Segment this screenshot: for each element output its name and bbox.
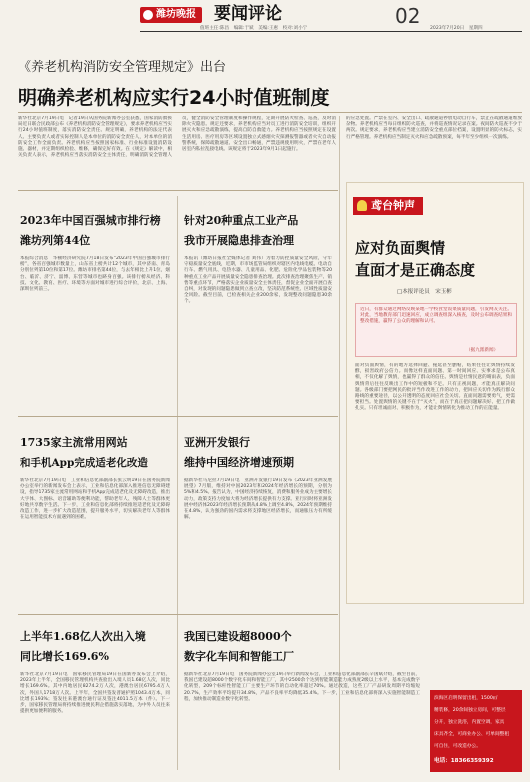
article3-title-line2: 和手机App完成适老化改造 <box>20 457 148 469</box>
lead-rule <box>18 112 522 113</box>
opinion-intro: 近日，有群众通过网络反映某地一学校食堂饭菜质量问题，引发网友关注。对此，当地教育部门迅速回应，成立调查组深入核查，及时公布调查结果和整改措施，赢得了公众的理解和认可。 <box>360 307 512 325</box>
article4-body: 据新华社马尼拉7月19日电 亚洲开发银行19日发布《2023年亚洲发展展望》7月版，维持对中国2023年和2024年经济增长的预期，分别为5%和4.5%。报告认为，中国经济持续恢复，消费和服务业成为主要增长动力，政策支持力度加大将为经济增长提供有力支撑。亚行同时将亚洲发展中经济体2023年经济增长预期从4.8%上调至4.8%，2024年预期维持在4.8%，认为强劲的国内需求将支撑地区经济增长，而通胀压力有所缓解。 <box>184 478 332 521</box>
masthead <box>0 0 530 30</box>
article4-title-line1: 亚洲开发银行 <box>184 436 250 449</box>
opinion-title-line1: 应对负面舆情 <box>355 239 446 257</box>
article5-title-line1: 上半年1.68亿人次出入境 <box>20 630 146 643</box>
ad-line5: 可自住，可改造办公。 <box>434 744 481 749</box>
ad-line2: 精装修，20余间独立房间，可整层 <box>434 708 506 713</box>
editor-credits: 值班主任:陈昌 编辑:于斌 美编:王惠 校对:刘小宁 <box>200 26 308 31</box>
row-rule-1 <box>18 190 338 191</box>
article5-body: 新华社北京7月19日电 国家移民管理局19日在国新办发布会上介绍，2023年上半年，全国移民管理机构共查验出入境人员1.68亿人次，同比增长169.6%。其中内地居民8274.2万人次，港澳台居民6795.4万人次，外国人1718万人次。上半年，全国共签发普通护照1043.4万本，同比增长193%；签发往来港澳台通行证及签注4011.5万本（件）。下一步，国家移民管理局将持续推进便民利企措施落实落地，为中外人员往来提供更加便利的服务。 <box>20 672 170 715</box>
bell-icon <box>357 200 367 211</box>
article2-body: 本报讯（潍坊日报社全媒体记者 刘伟）为着力防控质量安全风险，守牢守稳质量安全底线，近期，市市场监管局组织对辖区内电线电缆、电动自行车、燃气用具、电热水器、儿童用品、化肥、危险化学品包装物等20种重点工业产品开展质量安全隐患排查治理。此次排查治理聚焦生产、销售等重点环节，严格落实企业质量安全主体责任，督促企业全面开展自查自纠，对发现的问题隐患做到立查立改，坚决防范系统性、区域性质量安全风险。截至目前，已检查相关企业200余家，发现整改问题隐患30余个。 <box>184 256 332 305</box>
article6-title-line2: 数字化车间和智能工厂 <box>184 650 294 663</box>
column-name: 鸢台钟声 <box>371 199 415 212</box>
logo-text: 潍坊晚报 <box>156 9 196 20</box>
column-divider-left <box>177 196 178 770</box>
article3-title-line1: 1735家主流常用网站 <box>20 436 128 449</box>
lead-kicker: 《养老机构消防安全管理规定》出台 <box>18 60 227 75</box>
article6-body: 据新华社北京7月19日电 国务院新闻办公室19日举行新闻发布会，工业和信息化部副部长辛国斌介绍，截至目前，我国已建设超8000个数字化车间和智能工厂，其中2500余个达到智能制造能力成熟度2级以上水平，基本完成数字化转型，209个标杆性智能工厂主要生产环节的自动化率超过70%。通过改造，这些工厂产品研发周期平均缩短20.7%，生产效率平均提升34.8%，产品不良率平均降低35.4%。下一步，工业和信息化部将深入实施智能制造工程，加快推动制造业数字化转型。 <box>184 672 420 702</box>
column-flag <box>353 197 423 215</box>
opinion-intro-box <box>355 303 517 357</box>
opinion-box <box>346 182 524 604</box>
article1-title-line2: 潍坊列第44位 <box>20 234 91 247</box>
ad-box <box>430 690 522 772</box>
article2-title-line2: 我市开展隐患排查治理 <box>184 234 294 247</box>
lead-body-continued: 的应急处置。严禁在室内、安全出口、疏散通道停放电动自行车，禁止在疏散通道堆放杂物。养老机构应当每日组织防火巡查，并将巡查情况记录在案。夜间防火巡查不少于两次。规定要求，养老机构应当建立消防安全重点部位档案，设置明显的防火标志，实行严格管理。养老机构应当制定灭火和应急疏散预案，每半年至少组织一次演练。 <box>346 116 522 140</box>
row-rule-3 <box>18 614 338 615</box>
logo-icon <box>143 10 153 20</box>
article1-title-line1: 2023年中国百强城市排行榜 <box>20 214 161 227</box>
opinion-byline: □本报评论员 宋玉彬 <box>397 289 452 295</box>
article4-title-line2: 维持中国经济增速预期 <box>184 456 294 469</box>
article2-title-line1: 针对20种重点工业产品 <box>184 214 299 227</box>
lead-headline: 明确养老机构应实行24小时值班制度 <box>18 87 330 109</box>
ad-line4: 床具齐全，可商业办公、可单间整租 <box>434 732 510 737</box>
ad-line3: 分开，独立洗浴，内置空调，家具 <box>434 720 505 725</box>
lead-body: 新华社北京7月19日电 记者19日从国务院新闻办公室获悉，国家消防救援局近日联合民政部公布《养老机构消防安全管理规定》，要求养老机构应当实行24小时值班制度，落实消防安全责任。规定明确，养老机构的法定代表人、主要负责人或者实际控制人是本单位的消防安全责任人，对本单位的消防安全工作全面负责。养老机构应当按照国家标准、行业标准设置消防设施、器材，并定期组织检验、维修，确保完好有效。在《规定》解读中，相关负责人表示，养老机构应当落实消防安全主体责任，明确消防安全管理人员，健全消防安全管理制度和操作规程，定期开展防火检查、巡查，及时消除火灾隐患。规定还要求，养老机构应当对员工进行消防安全培训，组织开展灭火和应急疏散演练，提高自防自救能力。养老机构应当按照规定在设置生活用房、医疗用房等区域设置独立式感烟火灾探测报警器或者火灾自动报警系统，保障疏散通道、安全出口畅通，严禁违规使用明火，严禁在老年人居室内私拉乱接电线。该规定将于2023年9月1日起施行。 <box>18 116 336 159</box>
masthead-logo-block <box>140 7 202 23</box>
article1-body: 本报综合消息 华顿经济研究院7月18日发布“2023年中国百强城市排行榜”，各省百强城市数量上，山东省上榜共计12个城市，其中济南、青岛分别位列第10位和第17位。潍坊市排名第44位，与去年相比上升1位，烟台、临沂、济宁、淄博、东营等城市也跻身百强。该排行榜从经济、科技、文化、教育、医疗、环境等方面对城市进行综合评价，北京、上海、深圳位列前三。 <box>20 256 170 293</box>
article3-body: 新华社北京7月19日电 工业和信息化部副部长张云明19日在国务院新闻办公室举行的新闻发布会上表示，工业和信息化部深入推进信息无障碍建设，指导1735家主流常用网站和手机App完成适老化及无障碍改造，推出大字体、大图标、语音辅助等便利功能，帮助老年人、残障人士等群体更好地共享数字生活。下一步，工业和信息化部将持续推进适老化及无障碍改造工作，进一步扩大改造范围，提升服务水平，切实解决老年人等群体在运用智能技术方面遇到的困难。 <box>20 478 170 521</box>
masthead-rule <box>140 31 522 32</box>
ad-line1: 滨海区启明保留出租，1500㎡ <box>434 696 498 701</box>
ad-phone: 电话：18366359392 <box>434 758 494 764</box>
issue-date: 2023年7月20日 星期四 <box>430 26 483 31</box>
article6-title-line1: 我国已建设超8000个 <box>184 630 292 643</box>
opinion-body: 面对负面舆情，有的地方选择回避、拖延甚至删帖，结果往往让舆情持续发酵，损害政府公信力。而像这样直面问题、第一时间回应、实事求是公布真相，不仅化解了舆情，也赢得了群众的信任。舆情是社情民意的晴雨表，负面舆情背后往往反映出工作中的短板和不足。只有正视问题，才能真正解决问题。各级部门要把网民的批评当作改进工作的动力，把回应关切作为践行群众路线的重要途径，以公开透明的态度回应社会关切。直面问题需要勇气，更需要担当。处置舆情的关键不在于“灭火”，而在于真正把问题解决好、把工作做扎实。只有坦诚面对、积极作为，才能让舆情转化为推动工作的正能量。 <box>355 363 515 412</box>
section-title: 要闻评论 <box>214 4 282 24</box>
opinion-source: （据九派新闻） <box>466 348 499 353</box>
opinion-title-line2: 直面才是正确态度 <box>355 261 476 279</box>
row-rule-2 <box>18 416 338 417</box>
page-number: 02 <box>395 4 421 28</box>
article5-title-line2: 同比增长169.6% <box>20 650 109 663</box>
